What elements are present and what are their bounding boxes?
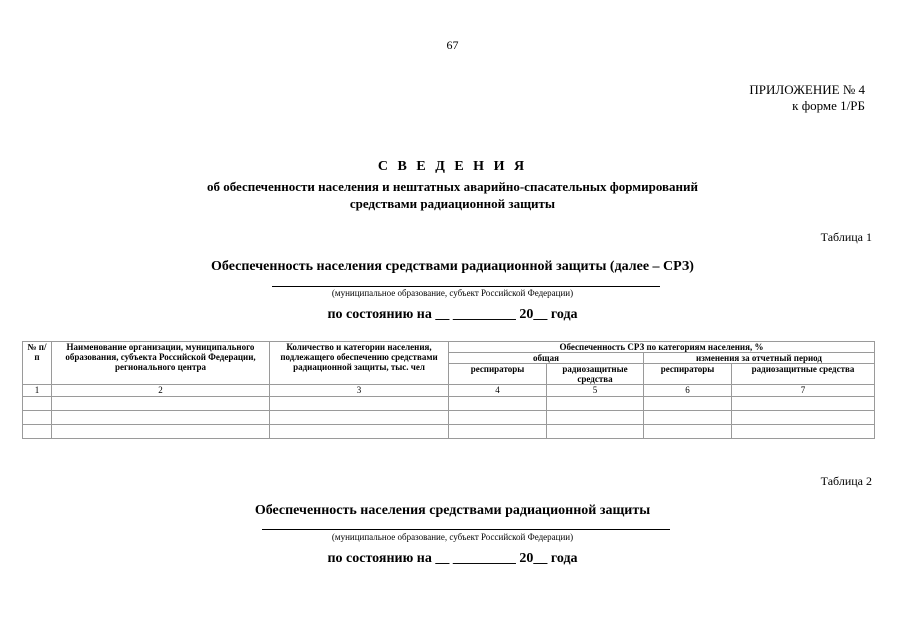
- table1-heading: Обеспеченность населения средствами радиационной защиты (далее – СРЗ): [211, 259, 694, 274]
- header-col-provision: Обеспеченность СРЗ по категориям населения, %: [449, 342, 875, 353]
- table-cell: [449, 425, 547, 439]
- table1-date-line: по состоянию на __ _________ 20__ года: [327, 307, 578, 322]
- document-subtitle-line1: об обеспеченности населения и нештатных аварийно-спасательных формирований: [206, 179, 699, 194]
- header-col-name: Наименование организации, муниципального образования, субъекта Российской Федерации, регионального центра: [52, 342, 270, 385]
- table-cell: [270, 397, 449, 411]
- table-cell: [732, 425, 875, 439]
- header-sub-general: общая: [449, 353, 644, 364]
- table2-fill-line: [262, 529, 670, 530]
- column-number: 5: [547, 385, 644, 397]
- header-col-quantity: Количество и категории населения, подлежащего обеспечению средствами радиационной защиты, тыс. чел: [270, 342, 449, 385]
- table2-label: Таблица 2: [820, 474, 872, 488]
- table2-date-line: по состоянию на __ _________ 20__ года: [327, 551, 578, 566]
- table1-label: Таблица 1: [820, 230, 872, 244]
- column-number: 6: [644, 385, 732, 397]
- table-cell: [52, 397, 270, 411]
- column-number: 2: [52, 385, 270, 397]
- table-cell: [547, 397, 644, 411]
- appendix-title: ПРИЛОЖЕНИЕ № 4: [749, 82, 865, 97]
- table-cell: [23, 411, 52, 425]
- provision-table: [22, 341, 875, 439]
- header-radioprotective-changes: радиозащитные средства: [732, 364, 875, 385]
- table-cell: [449, 411, 547, 425]
- table-header-row-1: [23, 342, 875, 353]
- table-cell: [52, 425, 270, 439]
- table-cell: [644, 411, 732, 425]
- table2-heading: Обеспеченность населения средствами радиационной защиты: [254, 503, 651, 518]
- table-cell: [23, 397, 52, 411]
- table-cell: [547, 425, 644, 439]
- table1-caption: (муниципальное образование, субъект Российской Федерации): [331, 288, 574, 298]
- header-radioprotective-general: радиозащитные средства: [547, 364, 644, 385]
- page-number: 67: [446, 38, 459, 52]
- header-sub-changes: изменения за отчетный период: [644, 353, 875, 364]
- table-cell: [270, 425, 449, 439]
- document-title: С В Е Д Е Н И Я: [377, 159, 528, 174]
- table-cell: [270, 411, 449, 425]
- column-number: 4: [449, 385, 547, 397]
- table-cell: [449, 397, 547, 411]
- table-row: [23, 425, 875, 439]
- table-cell: [52, 411, 270, 425]
- table2-caption: (муниципальное образование, субъект Российской Федерации): [331, 532, 574, 542]
- table-cell: [732, 397, 875, 411]
- table-row: [23, 411, 875, 425]
- table-cell: [644, 425, 732, 439]
- header-col-no: № п/п: [23, 342, 52, 385]
- table1-fill-line: [272, 286, 660, 287]
- column-number: 3: [270, 385, 449, 397]
- header-respirators-general: респираторы: [449, 364, 547, 385]
- table-cell: [732, 411, 875, 425]
- column-number: 7: [732, 385, 875, 397]
- appendix-form-ref: к форме 1/РБ: [792, 98, 865, 113]
- column-number: 1: [23, 385, 52, 397]
- table-row: [23, 397, 875, 411]
- column-number-row: [23, 385, 875, 397]
- document-subtitle-line2: средствами радиационной защиты: [349, 196, 556, 211]
- table-cell: [644, 397, 732, 411]
- table-cell: [547, 411, 644, 425]
- appendix-block: [749, 82, 865, 114]
- table-cell: [23, 425, 52, 439]
- header-respirators-changes: респираторы: [644, 364, 732, 385]
